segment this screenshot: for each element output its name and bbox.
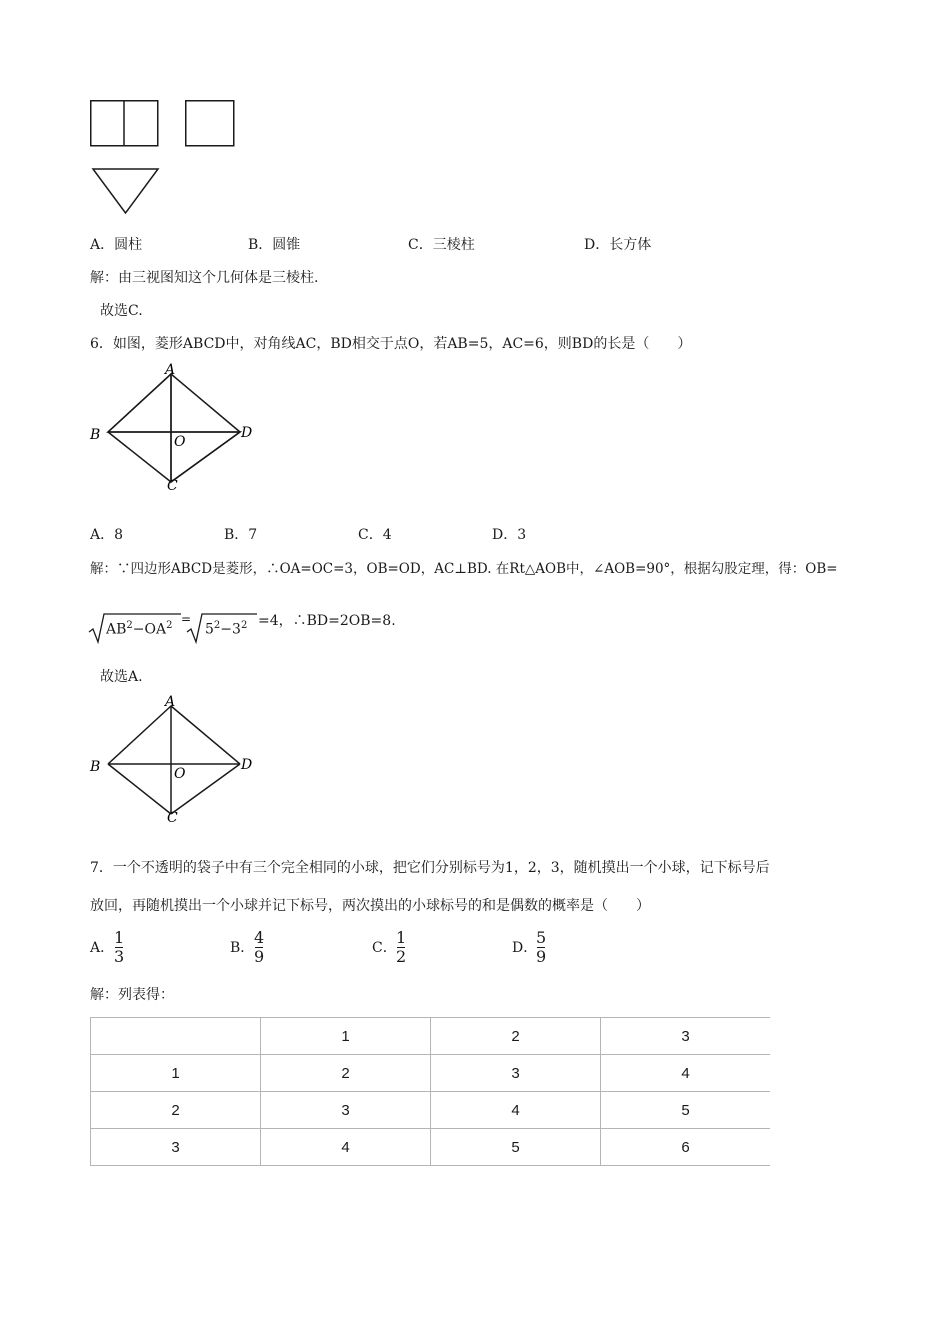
- label-o: O: [174, 766, 186, 782]
- table-cell: 2: [91, 1092, 261, 1129]
- q6-option-d: D．3: [492, 527, 527, 543]
- q5-option-c: C．三棱柱: [408, 237, 475, 253]
- q6-solution-tail: =4，∴BD=2OB=8.: [258, 613, 396, 629]
- table-cell: 3: [91, 1129, 261, 1166]
- q6-option-b: B．7: [224, 527, 258, 543]
- table-row: [91, 1018, 771, 1055]
- q7-solution: 解：列表得：: [90, 987, 174, 1003]
- label-b: B: [90, 427, 101, 443]
- table-cell: 5: [601, 1092, 771, 1129]
- rhombus-figure-solution: [88, 694, 258, 826]
- q7-option-a-letter: A．: [90, 940, 115, 956]
- table-cell: 4: [261, 1129, 431, 1166]
- table-cell: [91, 1018, 261, 1055]
- table-cell: 6: [601, 1129, 771, 1166]
- table-cell: 4: [601, 1055, 771, 1092]
- front-view-figure: [90, 100, 160, 148]
- q5-option-d: D．长方体: [584, 237, 652, 253]
- rhombus-figure: [88, 362, 258, 494]
- table-cell: 3: [601, 1018, 771, 1055]
- sum-table: [90, 1017, 770, 1166]
- q7-option-b-letter: B．: [230, 940, 255, 956]
- table-cell: 3: [431, 1055, 601, 1092]
- table-cell: 1: [91, 1055, 261, 1092]
- label-a: A: [165, 362, 176, 378]
- q5-option-b: B．圆锥: [248, 237, 301, 253]
- q6-answer: 故选A.: [100, 669, 143, 685]
- q7-question-line1: 7．一个不透明的袋子中有三个完全相同的小球，把它们分别标号为1，2，3，随机摸出一个小球，记下标号后: [90, 860, 770, 876]
- table-row: [91, 1129, 771, 1166]
- table-cell: 4: [431, 1092, 601, 1129]
- table-cell: 3: [261, 1092, 431, 1129]
- q5-option-a: A．圆柱: [90, 237, 143, 253]
- q7-option-a-fraction: 1 3: [114, 928, 125, 966]
- top-view-figure: [92, 168, 160, 216]
- q5-solution: 解：由三视图知这个几何体是三棱柱.: [90, 270, 319, 286]
- q7-question-line2: 放回，再随机摸出一个小球并记下标号，两次摸出的小球标号的和是偶数的概率是（ ）: [90, 898, 650, 914]
- table-cell: 2: [431, 1018, 601, 1055]
- label-c: C: [167, 478, 178, 494]
- q6-option-c: C．4: [358, 527, 392, 543]
- label-o: O: [174, 434, 186, 450]
- table-cell: 2: [261, 1055, 431, 1092]
- table-cell: 5: [431, 1129, 601, 1166]
- sqrt1-content: $AB^2-OA^2$: [106, 620, 173, 638]
- label-d: D: [241, 757, 253, 773]
- q6-option-a: A．8: [90, 527, 124, 543]
- table-cell: 1: [261, 1018, 431, 1055]
- q7-option-c-fraction: 1 2: [396, 928, 407, 966]
- q6-question: 6．如图，菱形ABCD中，对角线AC，BD相交于点O，若AB=5，AC=6，则BD的长是（ ）: [90, 336, 692, 352]
- label-b: B: [90, 759, 101, 775]
- sqrt2-content: $5^2-3^2$: [205, 620, 248, 638]
- table-row: [91, 1092, 771, 1129]
- q7-option-d-letter: D．: [512, 940, 538, 956]
- table-row: [91, 1055, 771, 1092]
- q5-answer: 故选C.: [100, 303, 143, 319]
- label-c: C: [167, 810, 178, 826]
- equals-sign: =: [181, 612, 192, 626]
- label-a: A: [165, 694, 176, 710]
- q7-option-b-fraction: 4 9: [254, 928, 265, 966]
- side-view-figure: [185, 100, 235, 148]
- q6-solution-line1: 解：∵四边形ABCD是菱形，∴OA=OC=3，OB=OD，AC⊥BD. 在Rt△AOB中，∠AOB=90°，根据勾股定理，得：OB=: [90, 561, 838, 577]
- label-d: D: [241, 425, 253, 441]
- q7-option-c-letter: C．: [372, 940, 397, 956]
- q7-option-d-fraction: 5 9: [536, 928, 547, 966]
